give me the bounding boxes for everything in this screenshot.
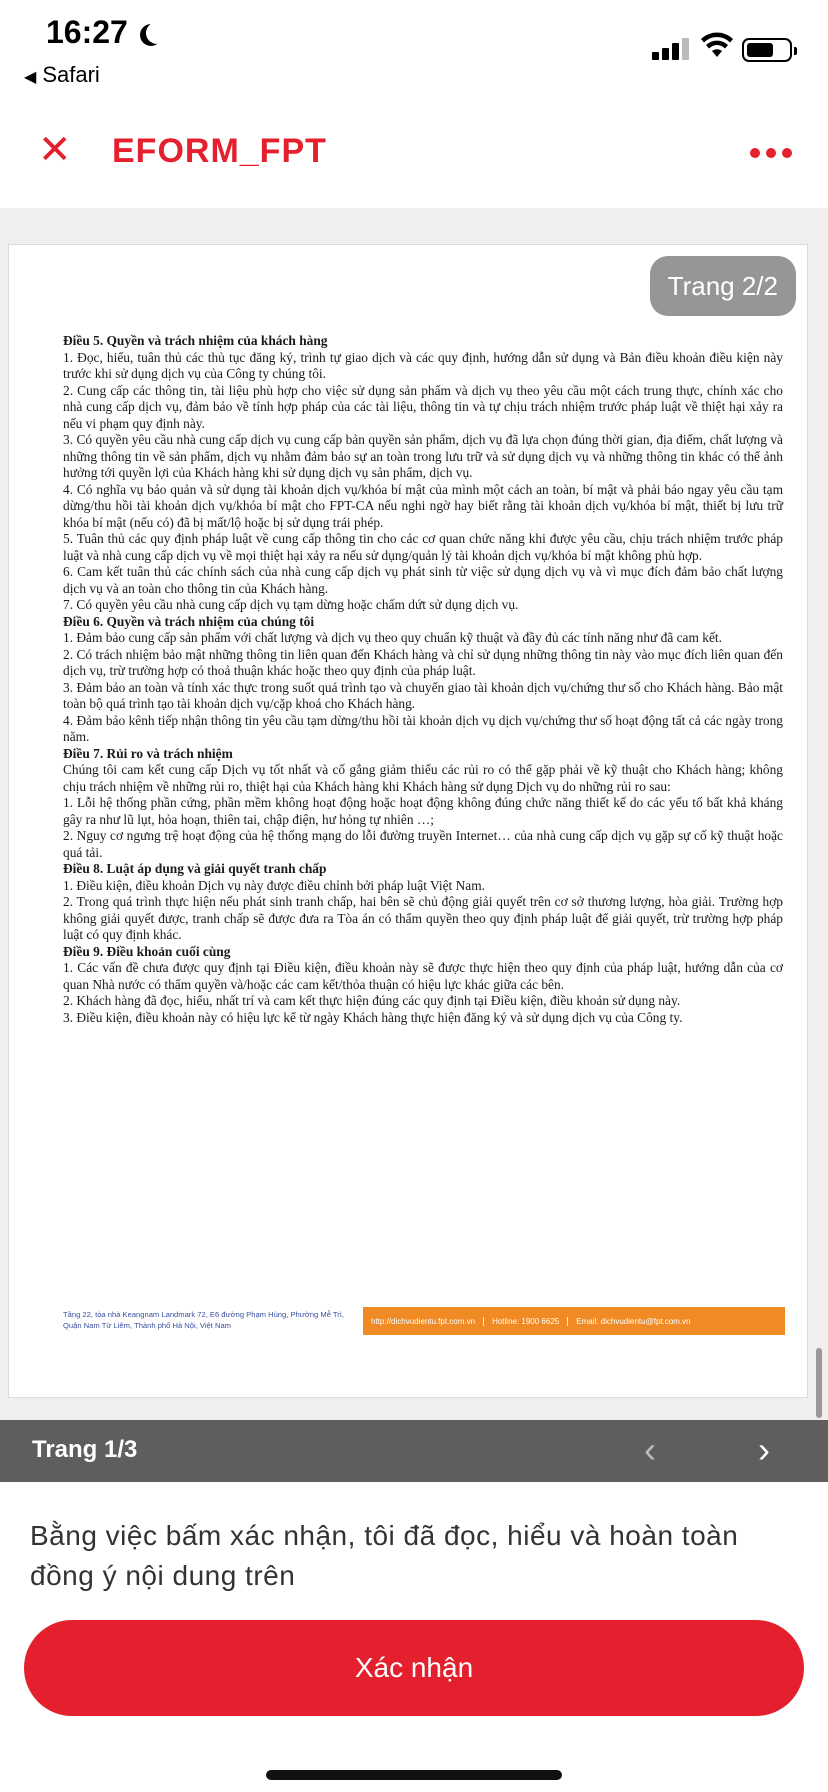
footer-email: Email: dichvudientu@fpt.com.vn (576, 1316, 691, 1326)
chevron-left-icon[interactable]: ‹ (644, 1429, 656, 1470)
agreement-text: Bằng việc bấm xác nhận, tôi đã đọc, hiểu và hoàn toàn đồng ý nội dung trên (30, 1520, 739, 1591)
document-heading: Điều 6. Quyền và trách nhiệm của chúng tôi (63, 613, 315, 629)
document-paragraph: 2. Cung cấp các thông tin, tài liệu phù hợp cho việc sử dụng sản phẩm và dịch vụ theo yêu cầu một cách trung thực, chính xác cho nhà cung cấp dịch vụ, đảm bảo về tính hợp pháp của các tài liệu, thông tin và tự chịu trách nhiệm trước pháp luật về thiệt hại xảy ra nếu vi phạm quy định này. (63, 382, 783, 431)
status-bar (0, 0, 828, 96)
home-indicator (266, 1770, 562, 1780)
document-content (63, 333, 783, 1026)
document-heading: Điều 5. Quyền và trách nhiệm của khách hàng (63, 333, 328, 348)
app-title: EFORM_FPT (112, 132, 327, 170)
document-paragraph: 5. Tuân thủ các quy định pháp luật về cung cấp thông tin cho các cơ quan chức năng khi được yêu cầu, chịu trách nhiệm trước pháp luật và nhà cung cấp dịch vụ về mọi thiệt hại xảy ra nếu sử dụng/quản lý tài khoản dịch vụ/khóa bí mật không phù hợp. (63, 531, 783, 563)
chevron-right-icon[interactable]: › (758, 1429, 770, 1470)
document-paragraph: 2. Khách hàng đã đọc, hiểu, nhất trí và cam kết thực hiện đúng các quy định tại Điều kiện, điều khoản sử dụng này. (63, 993, 681, 1008)
footer-address: Tầng 22, tòa nhà Keangnam Landmark 72, E6 đường Phạm Hùng, Phường Mễ Trì, Quận Nam Từ Liêm, Thành phố Hà Nội, Việt Nam (63, 1310, 345, 1330)
document-footer (63, 1307, 785, 1339)
document-paragraph: 4. Có nghĩa vụ bảo quản và sử dụng tài khoản dịch vụ/khóa bí mật của mình một cách an toàn, bí mật và phải báo ngay yêu cầu tạm dừng/thu hồi tài khoản dịch vụ/khóa bí mật cho FPT-CA nếu nghi ngờ hay biết rằng tài khoản dịch vụ/khóa bí mật, thiết bị lưu trữ khóa bí mật (nếu có) đã bị mất/lộ hoặc bị sử dụng trái phép. (63, 481, 783, 530)
document-paragraph: 4. Đảm bảo kênh tiếp nhận thông tin yêu cầu tạm dừng/thu hồi tài khoản dịch vụ dịch vụ/chứng thư số hoạt động tất cả các ngày trong năm. (63, 712, 783, 744)
pagination-bar (0, 1420, 828, 1482)
document-paragraph: 2. Có trách nhiệm bảo mật những thông tin liên quan đến Khách hàng và chỉ sử dụng những thông tin này vào mục đích liên quan đến dịch vụ, trừ trường hợp có thoả thuận khác hoặc theo quy định của pháp luật. (63, 646, 783, 678)
back-triangle-icon: ◀ (24, 69, 37, 86)
pager-label: Trang 1/3 (32, 1436, 138, 1463)
close-icon[interactable]: ✕ (38, 128, 72, 172)
app-header (0, 100, 828, 208)
document-paragraph: 3. Điều kiện, điều khoản này có hiệu lực kể từ ngày Khách hàng thực hiện đăng ký và sử dụng dịch vụ của Công ty. (63, 1009, 683, 1025)
footer-contact-bar (363, 1307, 785, 1335)
wifi-icon (700, 30, 734, 60)
footer-website: http://dichvudientu.fpt.com.vn (363, 1317, 484, 1326)
document-paragraph: 1. Đọc, hiểu, tuân thủ các thủ tục đăng ký, trình tự giao dịch và các quy định, hướng dẫn sử dụng và Bản điều khoản điều kiện này trước khi sử dụng dịch vụ của Công ty chúng tôi. (63, 349, 783, 381)
document-paragraph: 2. Nguy cơ ngưng trệ hoạt động của hệ thống mạng do lỗi đường truyền Internet… của nhà cung cấp dịch vụ gặp sự cố kỹ thuật hoặc quá tải. (63, 828, 783, 860)
document-paragraph: 1. Các vấn đề chưa được quy định tại Điều kiện, điều khoản này sẽ được thực hiện theo quy định của pháp luật, hướng dẫn của cơ quan Nhà nước có thẩm quyền và/hoặc các cam kết/thỏa thuận có hiệu lực khác giữa các bên. (63, 960, 783, 992)
document-paragraph: 7. Có quyền yêu cầu nhà cung cấp dịch vụ tạm dừng hoặc chấm dứt sử dụng dịch vụ. (63, 597, 519, 612)
footer-hotline: Hotline: 1900 6625 (484, 1317, 568, 1326)
document-paragraph: 3. Đảm bảo an toàn và tính xác thực trong suốt quá trình tạo và chuyển giao tài khoản dịch vụ/chứng thư số cho Khách hàng. Bảo mật toàn bộ quá trình tạo tài khoản dịch vụ/cặp khoá cho Khách hàng. (63, 679, 783, 711)
more-dots-icon[interactable] (750, 148, 792, 158)
viewer-scrollbar[interactable] (816, 1348, 822, 1418)
document-viewer[interactable] (0, 208, 828, 1420)
document-heading: Điều 9. Điều khoản cuối cùng (63, 943, 231, 959)
back-to-app-link[interactable] (24, 62, 100, 88)
battery-icon (742, 38, 792, 62)
document-paragraph: 1. Điều kiện, điều khoản Dịch vụ này được điều chỉnh bởi pháp luật Việt Nam. (63, 877, 485, 893)
document-paragraph: 2. Trong quá trình thực hiện nếu phát sinh tranh chấp, hai bên sẽ chủ động giải quyết trên cơ sở thương lượng, hòa giải. Trường hợp không giải quyết được, tranh chấp sẽ được đưa ra Tòa án có thẩm quyền theo quy định pháp luật để giải quyết, trừ trường hợp pháp luật có quy định khác. (63, 894, 783, 942)
document-heading: Điều 7. Rủi ro và trách nhiệm (63, 745, 233, 761)
document-paragraph: 6. Cam kết tuân thủ các chính sách của nhà cung cấp dịch vụ phát sinh từ việc sử dụng dịch vụ và vì mục đích đảm bảo chất lượng dịch vụ và an toàn cho thông tin của Khách hàng. (63, 564, 783, 596)
document-page (8, 244, 808, 1398)
back-app-label: Safari (42, 62, 100, 87)
status-time: 16:27 (46, 14, 128, 50)
confirm-button[interactable]: Xác nhận (24, 1620, 804, 1716)
moon-icon (146, 22, 168, 44)
cellular-signal-icon (652, 36, 692, 60)
document-paragraph: Chúng tôi cam kết cung cấp Dịch vụ tốt nhất và cố gắng giảm thiểu các rủi ro có thể gặp phải về kỹ thuật cho Khách hàng; không chịu trách nhiệm về những rủi ro, thiệt hại của Khách hàng khi Khách hàng sử dụng Dịch vụ do những rủi ro sau: (63, 762, 783, 794)
document-paragraph: 3. Có quyền yêu cầu nhà cung cấp dịch vụ cung cấp bản quyền sản phẩm, dịch vụ đã lựa chọn đúng thời gian, địa điểm, chất lượng và những thông tin về sản phẩm, dịch vụ nhằm đảm bảo sự an toàn trong lưu trữ và sử dụng dịch vụ và những thông tin khác có thể ảnh hưởng tới quyền lợi của Khách hàng khi sử dụng dịch vụ sản phẩm, dịch vụ. (63, 432, 783, 480)
document-paragraph: 1. Đảm bảo cung cấp sản phẩm với chất lượng và dịch vụ theo quy chuẩn kỹ thuật và đầy đủ các tính năng như đã cam kết. (63, 630, 722, 645)
document-heading: Điều 8. Luật áp dụng và giải quyết tranh chấp (63, 861, 327, 876)
page-badge: Trang 2/2 (650, 256, 796, 316)
document-paragraph: 1. Lỗi hệ thống phần cứng, phần mềm không hoạt động hoặc hoạt động không đúng chức năng thiết kế do các yếu tố bất khả kháng gây ra như lũ lụt, hỏa hoạn, thiên tai, chập điện, hư hỏng tự nhiên …; (63, 795, 783, 827)
